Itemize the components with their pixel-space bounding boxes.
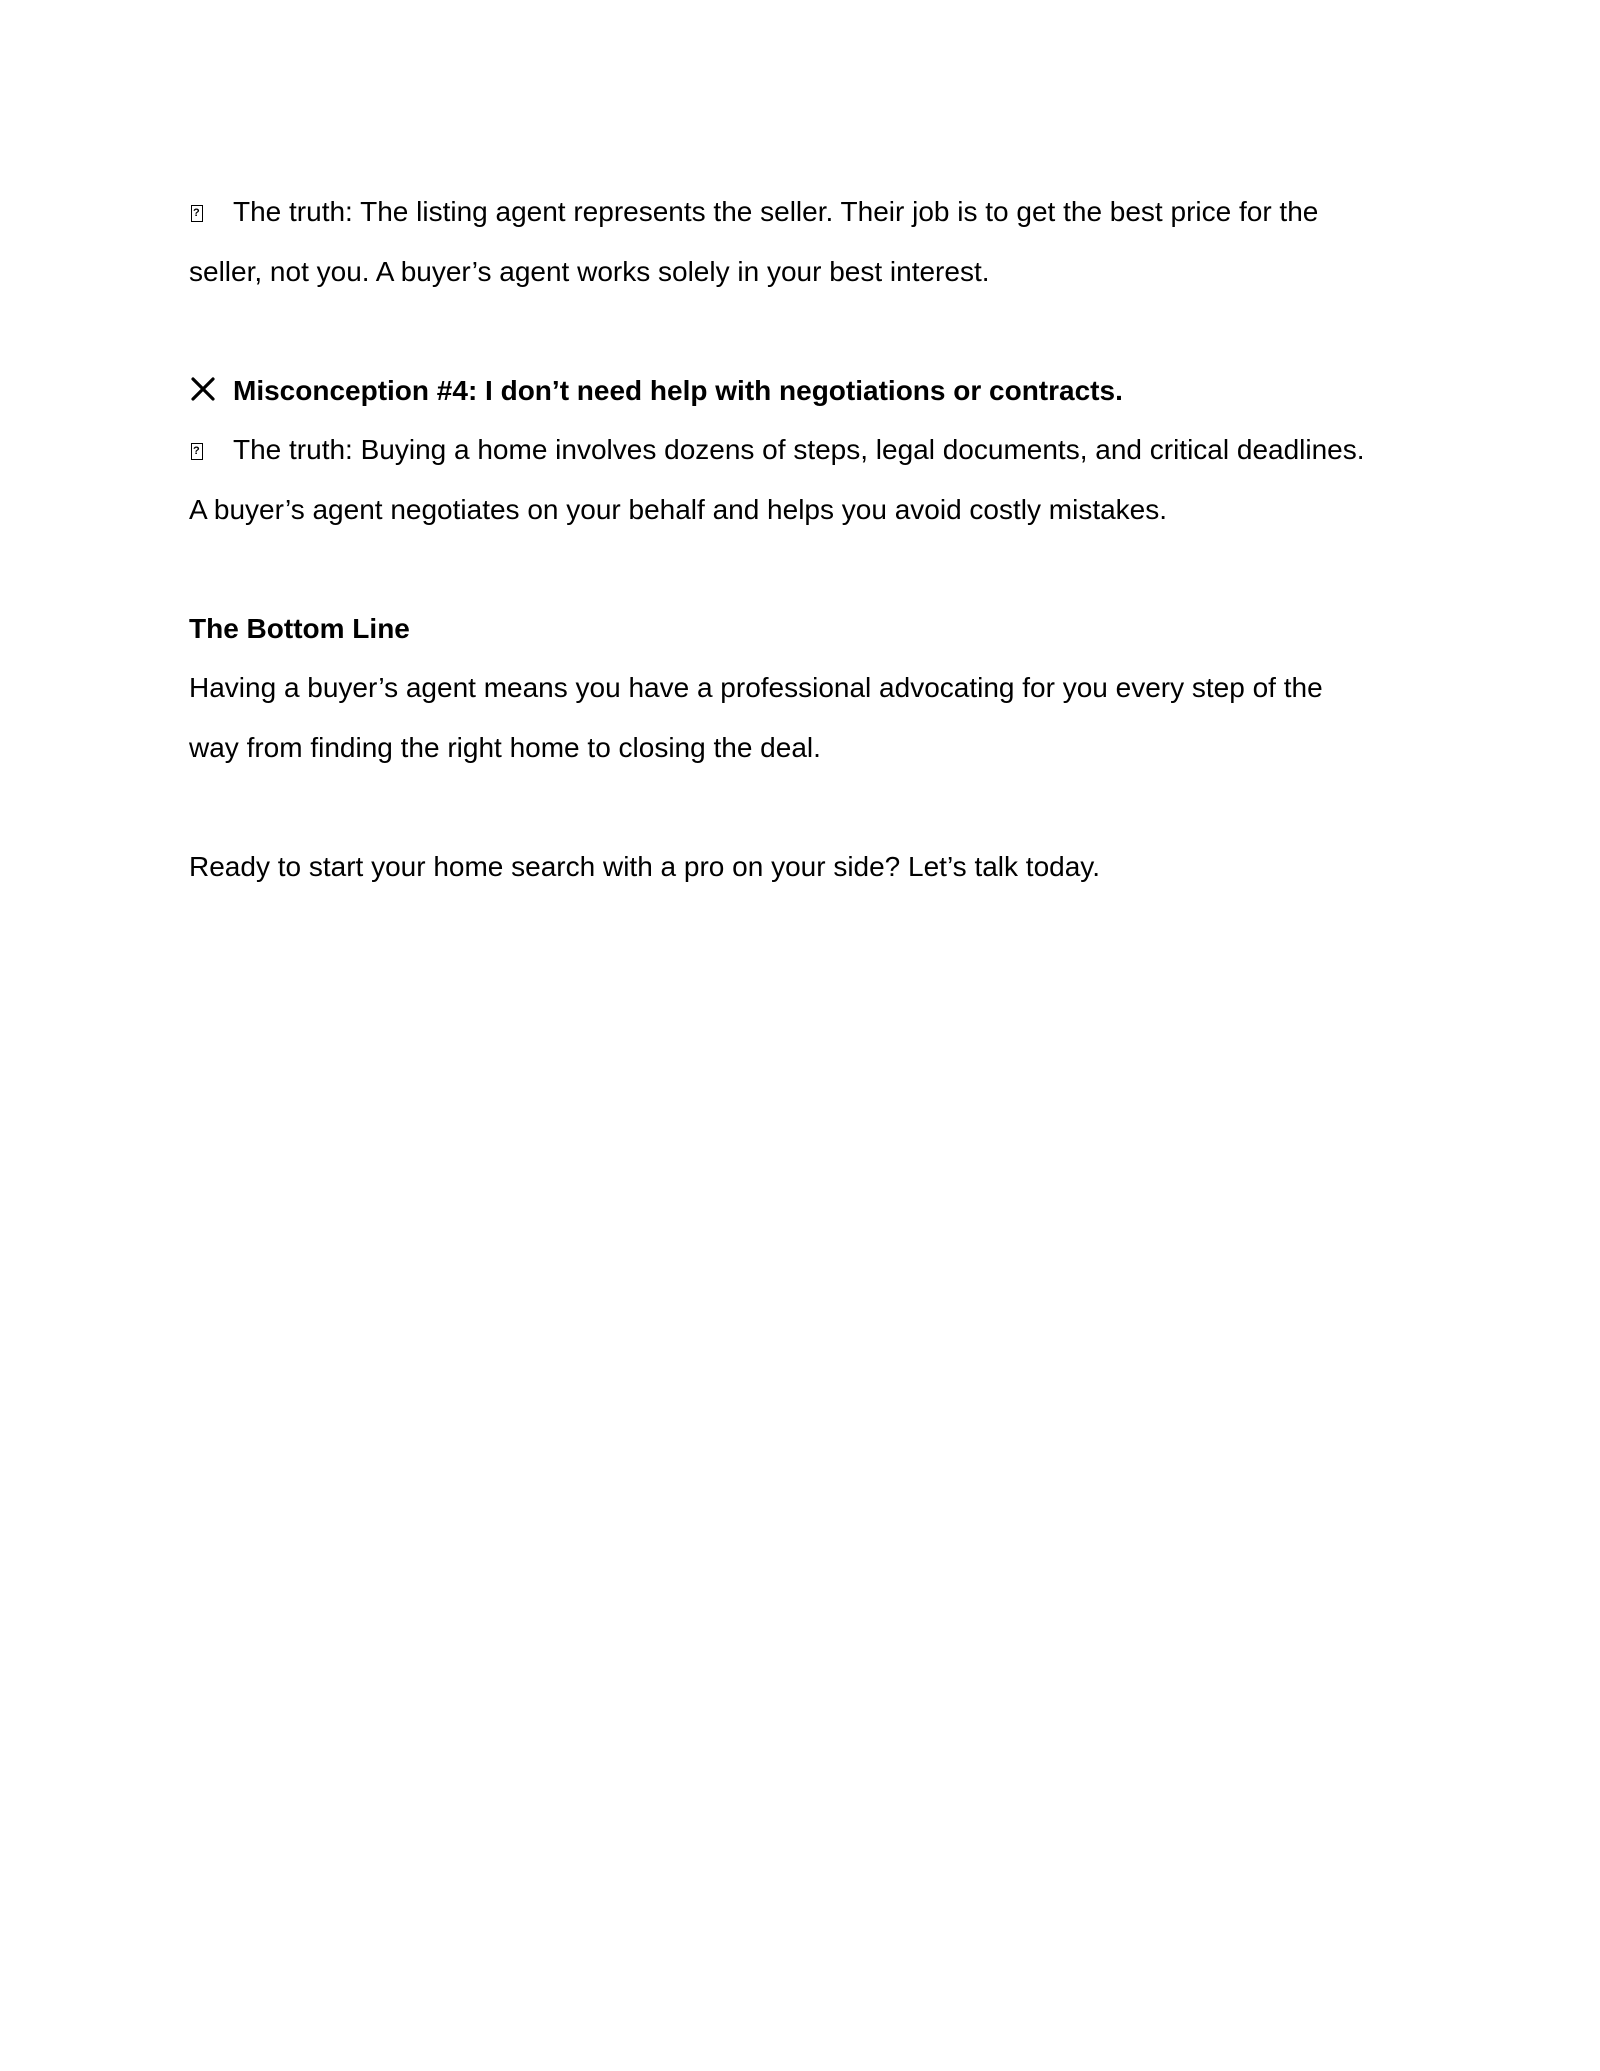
truth-4-text-line-1: The truth: Buying a home involves dozens of steps, legal documents, and critical deadlines. [233, 434, 1365, 465]
truth-paragraph-line [189, 182, 1419, 242]
truth-paragraph-line [189, 420, 1419, 480]
call-to-action-text: Ready to start your home search with a pro on your side? Let’s talk today. [189, 850, 1100, 882]
misconception-4-heading: Misconception #4: I don’t need help with negotiations or contracts. [233, 374, 1123, 406]
spacer [189, 301, 1419, 361]
truth-3-text-line-1: The truth: The listing agent represents the seller. Their job is to get the best price for the [233, 196, 1319, 227]
truth-4-text-line-2: A buyer’s agent negotiates on your behalf and helps you avoid costly mistakes. [189, 493, 1168, 525]
truth-3-text-line-2: seller, not you. A buyer’s agent works solely in your best interest. [189, 255, 990, 287]
cross-mark-icon [189, 375, 217, 403]
missing-glyph-icon [191, 205, 203, 222]
bottom-line-text-line-1: Having a buyer’s agent means you have a professional advocating for you every step of the [189, 672, 1323, 703]
spacer [189, 539, 1419, 599]
document-body [189, 182, 1419, 896]
spacer [189, 777, 1419, 837]
missing-glyph-icon [191, 443, 203, 460]
misconception-4-heading-row [189, 361, 1419, 421]
bottom-line-heading: The Bottom Line [189, 612, 410, 644]
bottom-line-text-line-2: way from finding the right home to closing the deal. [189, 731, 821, 763]
